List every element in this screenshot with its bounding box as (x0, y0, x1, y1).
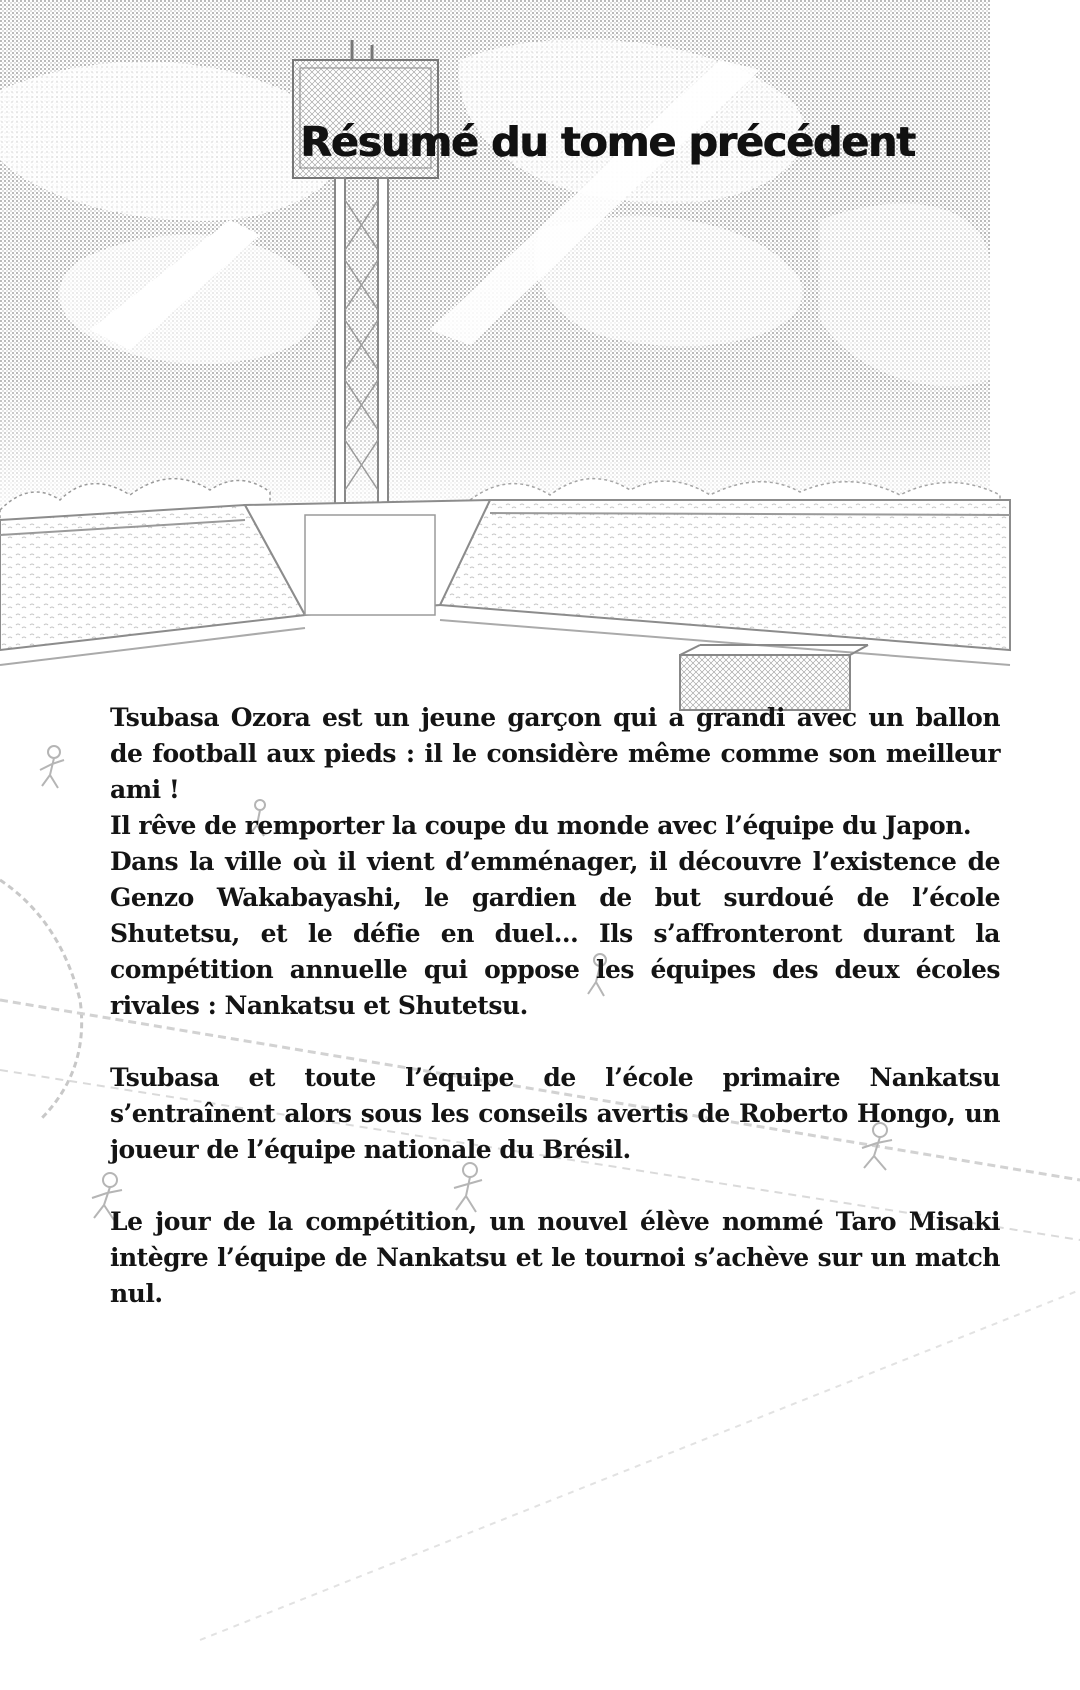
page-title: Résumé du tome précédent (300, 118, 915, 166)
summary-paragraph-1-line-1: Tsubasa Ozora est un jeune garçon qui a grandi avec un ballon de football aux pieds : il le considère même comme son meilleur ami ! (110, 703, 1000, 804)
summary-text (110, 700, 1000, 1312)
summary-paragraph-1-line-2: Il rêve de remporter la coupe du monde avec l’équipe du Japon. (110, 811, 972, 840)
summary-paragraph-3: Le jour de la compétition, un nouvel élève nommé Taro Misaki intègre l’équipe de Nankatsu et le tournoi s’achève sur un match nul. (110, 1207, 1000, 1308)
summary-paragraph-1 (110, 700, 1000, 1024)
summary-paragraph-1-line-3: Dans la ville où il vient d’emménager, il découvre l’existence de Genzo Wakabayashi, le gardien de but surdoué de l’école Shutetsu, et le défie en duel… Ils s’affronteront durant la compétition annuelle qui oppose les équipes des deux écoles rivales : Nankatsu et Shutetsu. (110, 847, 1000, 1020)
summary-paragraph-2: Tsubasa et toute l’équipe de l’école primaire Nankatsu s’entraînent alors sous les conseils avertis de Roberto Hongo, un joueur de l’équipe nationale du Brésil. (110, 1063, 1000, 1164)
